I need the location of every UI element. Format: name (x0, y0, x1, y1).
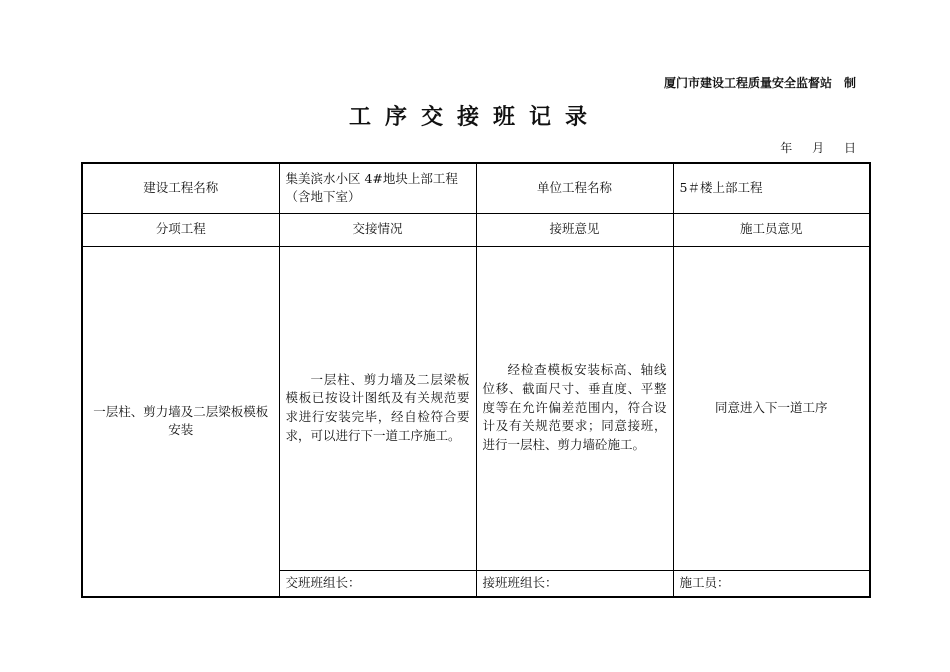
issuer-note: 厦门市建设工程质量安全监督站 制 (663, 76, 856, 90)
handover-text: 一层柱、剪力墙及二层梁板模板已按设计图纸及有关规范要求进行安装完毕，经自检符合要求，可以进行下一道工序施工。 (279, 246, 476, 570)
takeover-text: 经检查模板安装标高、轴线位移、截面尺寸、垂直度、平整度等在允许偏差范围内，符合设计及有关规范要求；同意接班，进行一层柱、剪力墙砼施工。 (476, 246, 673, 570)
header-handover: 交接情况 (279, 213, 476, 246)
unit-name-value: 5＃楼上部工程 (673, 163, 870, 213)
project-name-value: 集美滨水小区 4#地块上部工程（含地下室） (279, 163, 476, 213)
header-takeover: 接班意见 (476, 213, 673, 246)
constructor-opinion: 同意进入下一道工序 (673, 246, 870, 570)
page-title: 工序交接班记录 (348, 105, 601, 130)
header-subitem: 分项工程 (82, 213, 279, 246)
handover-leader-signature: 交班班组长： (279, 570, 476, 597)
header-constructor: 施工员意见 (673, 213, 870, 246)
header-row (82, 213, 870, 246)
project-info-row (82, 163, 870, 213)
date-line (764, 139, 856, 156)
unit-name-label: 单位工程名称 (476, 163, 673, 213)
takeover-leader-signature: 接班班组长： (476, 570, 673, 597)
constructor-signature: 施工员： (673, 570, 870, 597)
content-row (82, 246, 870, 570)
handover-record-table (81, 162, 871, 598)
date-day: 日 (843, 141, 856, 155)
date-month: 月 (812, 141, 825, 155)
project-name-label: 建设工程名称 (82, 163, 279, 213)
date-year: 年 (780, 141, 793, 155)
subitem-value: 一层柱、剪力墙及二层梁板模板安装 (82, 246, 279, 597)
